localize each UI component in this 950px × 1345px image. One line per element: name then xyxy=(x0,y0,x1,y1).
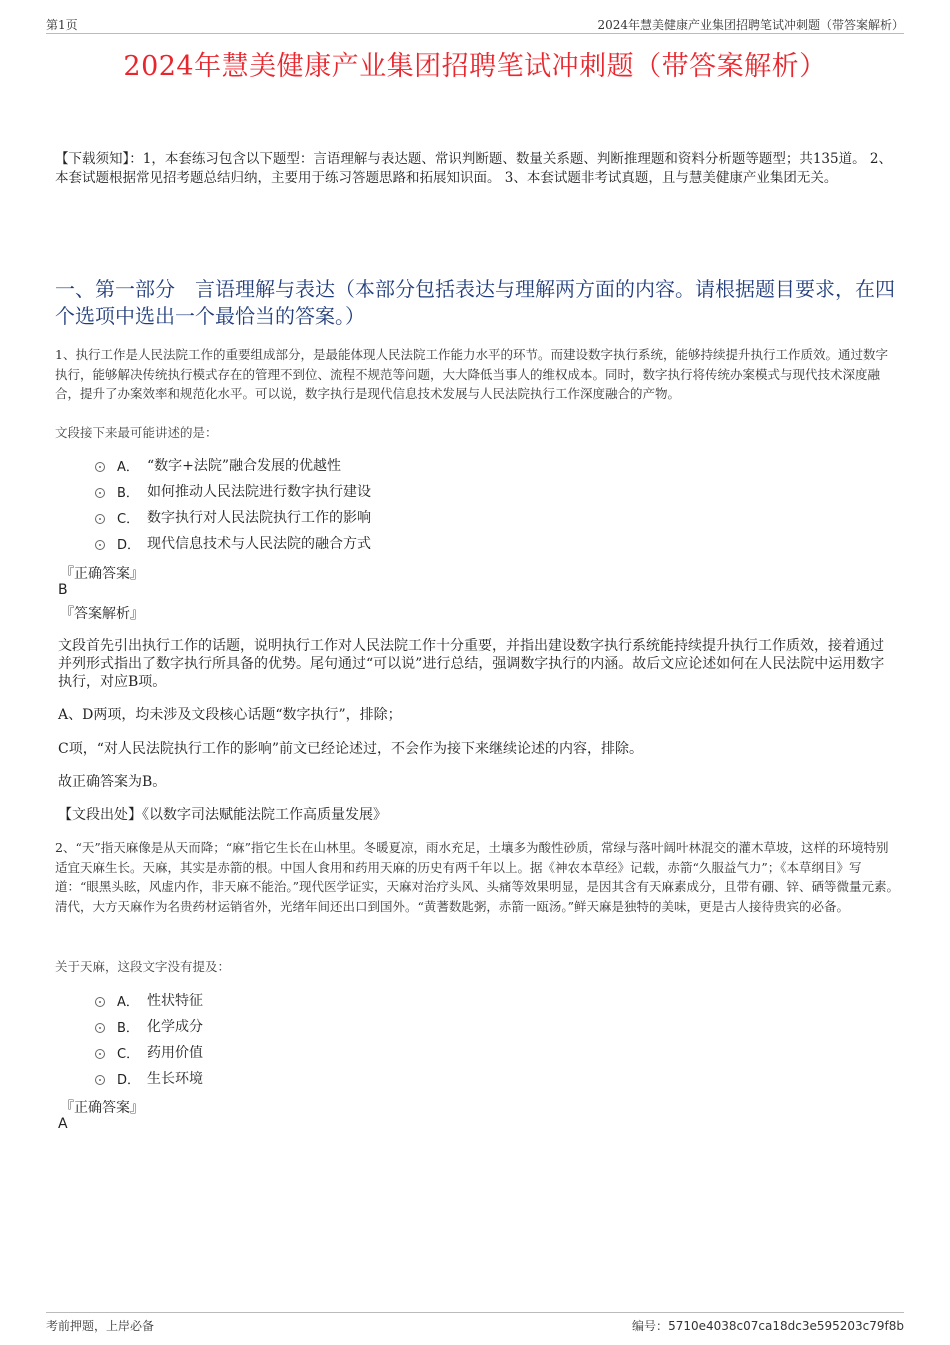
option-d[interactable] xyxy=(95,530,795,556)
option-b[interactable] xyxy=(95,1013,795,1039)
radio-icon[interactable] xyxy=(95,462,105,472)
analysis-paragraph: 文段首先引出执行工作的话题，说明执行工作对人民法院工作十分重要，并指出建设数字执行系统能持续提升执行工作质效，接着通过并列形式指出了数字执行所具备的优势。尾句通过“可以说”进行总结，强调数字执行的内涵。故后文应论述如何在人民法院中运用数字执行，对应B项。 xyxy=(58,638,885,690)
question-1-prompt: 文段接下来最可能讲述的是： xyxy=(55,425,218,440)
analysis-paragraph: A、D两项，均未涉及文段核心话题“数字执行”，排除； xyxy=(58,707,402,723)
option-key: C． xyxy=(117,1046,140,1062)
option-text: 生长环境 xyxy=(147,1071,203,1087)
correct-answer: B xyxy=(58,582,68,598)
section-title: 一、第一部分 言语理解与表达（本部分包括表达与理解两方面的内容。请根据题目要求，在四个选项中选出一个最恰当的答案。） xyxy=(55,277,895,328)
correct-answer: A xyxy=(58,1116,68,1132)
radio-icon[interactable] xyxy=(95,1023,105,1033)
footer-code xyxy=(632,1317,904,1334)
option-key: A． xyxy=(117,994,139,1010)
option-text: 现代信息技术与人民法院的融合方式 xyxy=(147,536,371,552)
page-number: 第1页 xyxy=(46,18,78,32)
option-text: 性状特征 xyxy=(147,993,203,1009)
correct-answer-label: 『正确答案』 xyxy=(60,566,144,582)
option-c[interactable] xyxy=(95,504,795,530)
page-footer xyxy=(46,1312,904,1334)
option-text: 化学成分 xyxy=(147,1019,203,1035)
code-value: 5710e4038c07ca18dc3e595203c79f8b xyxy=(668,1319,904,1333)
option-text: 如何推动人民法院进行数字执行建设 xyxy=(147,484,371,500)
question-1-text: 1、执行工作是人民法院工作的重要组成部分，是最能体现人民法院工作能力水平的环节。而建设数字执行系统，能够持续提升执行工作质效。通过数字执行，能够解决传统执行模式存在的管理不到位、流程不规范等问题，大大降低当事人的维权成本。同时，数字执行将传统办案模式与现代技术深度融合，提升了办案效率和规范化水平。可以说，数字执行是现代信息技术发展与人民法院执行工作深度融合的产物。 xyxy=(55,347,888,401)
correct-answer-label: 『正确答案』 xyxy=(60,1100,144,1116)
download-notice: 【下载须知】：1，本套练习包含以下题型：言语理解与表达题、常识判断题、数量关系题、判断推理题和资料分析题等题型；共135道。 2、本套试题根据常见招考题总结归纳，主要用于练习答题思路和拓展知识面。 3、本套试题非考试真题，且与慧美健康产业集团无关。 xyxy=(55,151,892,186)
option-key: B． xyxy=(117,1020,139,1036)
question-2-options xyxy=(95,987,795,1091)
option-a[interactable] xyxy=(95,452,795,478)
option-text: 数字执行对人民法院执行工作的影响 xyxy=(147,510,371,526)
option-c[interactable] xyxy=(95,1039,795,1065)
option-d[interactable] xyxy=(95,1065,795,1091)
source-citation: 【文段出处】《以数字司法赋能法院工作高质量发展》 xyxy=(58,807,387,823)
radio-icon[interactable] xyxy=(95,540,105,550)
radio-icon[interactable] xyxy=(95,1075,105,1085)
option-key: D． xyxy=(117,1072,141,1088)
page-header xyxy=(46,14,904,34)
document-title: 2024年慧美健康产业集团招聘笔试冲刺题（带答案解析） xyxy=(123,51,827,82)
option-key: D． xyxy=(117,537,141,553)
code-label: 编号： xyxy=(632,1319,669,1333)
radio-icon[interactable] xyxy=(95,1049,105,1059)
option-key: C． xyxy=(117,511,140,527)
header-doc-title: 2024年慧美健康产业集团招聘笔试冲刺题（带答案解析） xyxy=(597,18,904,32)
analysis-paragraph: C项，“对人民法院执行工作的影响”前文已经论述过，不会作为接下来继续论述的内容，排除。 xyxy=(58,741,644,757)
question-1-options xyxy=(95,452,795,556)
option-key: B． xyxy=(117,485,139,501)
option-b[interactable] xyxy=(95,478,795,504)
option-key: A． xyxy=(117,459,139,475)
option-text: “数字+法院”融合发展的优越性 xyxy=(147,458,342,474)
option-a[interactable] xyxy=(95,987,795,1013)
analysis-paragraph: 故正确答案为B。 xyxy=(58,774,167,790)
footer-slogan: 考前押题，上岸必备 xyxy=(46,1319,155,1333)
option-text: 药用价值 xyxy=(147,1045,203,1061)
radio-icon[interactable] xyxy=(95,514,105,524)
question-2-text: 2、“天”指天麻像是从天而降；“麻”指它生长在山林里。冬暖夏凉，雨水充足，土壤多为酸性砂质，常绿与落叶阔叶林混交的灌木草坡，这样的环境特别适宜天麻生长。天麻，其实是赤箭的根。中国人食用和药用天麻的历史有两千年以上。据《神农本草经》记载，赤箭“久服益气力”；《本草纲目》写道：“眼黑头眩，风虚内作，非天麻不能治。”现代医学证实，天麻对治疗头风、头痛等效果明显，是因其含有天麻素成分，且带有硼、锌、硒等微量元素。清代，大方天麻作为名贵药材运销省外，光绪年间还出口到国外。“黄蓍数匙粥，赤箭一瓯汤。”鲜天麻是独特的美味，更是古人接待贵宾的必备。 xyxy=(55,840,900,914)
question-2-prompt: 关于天麻，这段文字没有提及： xyxy=(55,959,231,974)
radio-icon[interactable] xyxy=(95,997,105,1007)
radio-icon[interactable] xyxy=(95,488,105,498)
analysis-label: 『答案解析』 xyxy=(60,606,144,622)
